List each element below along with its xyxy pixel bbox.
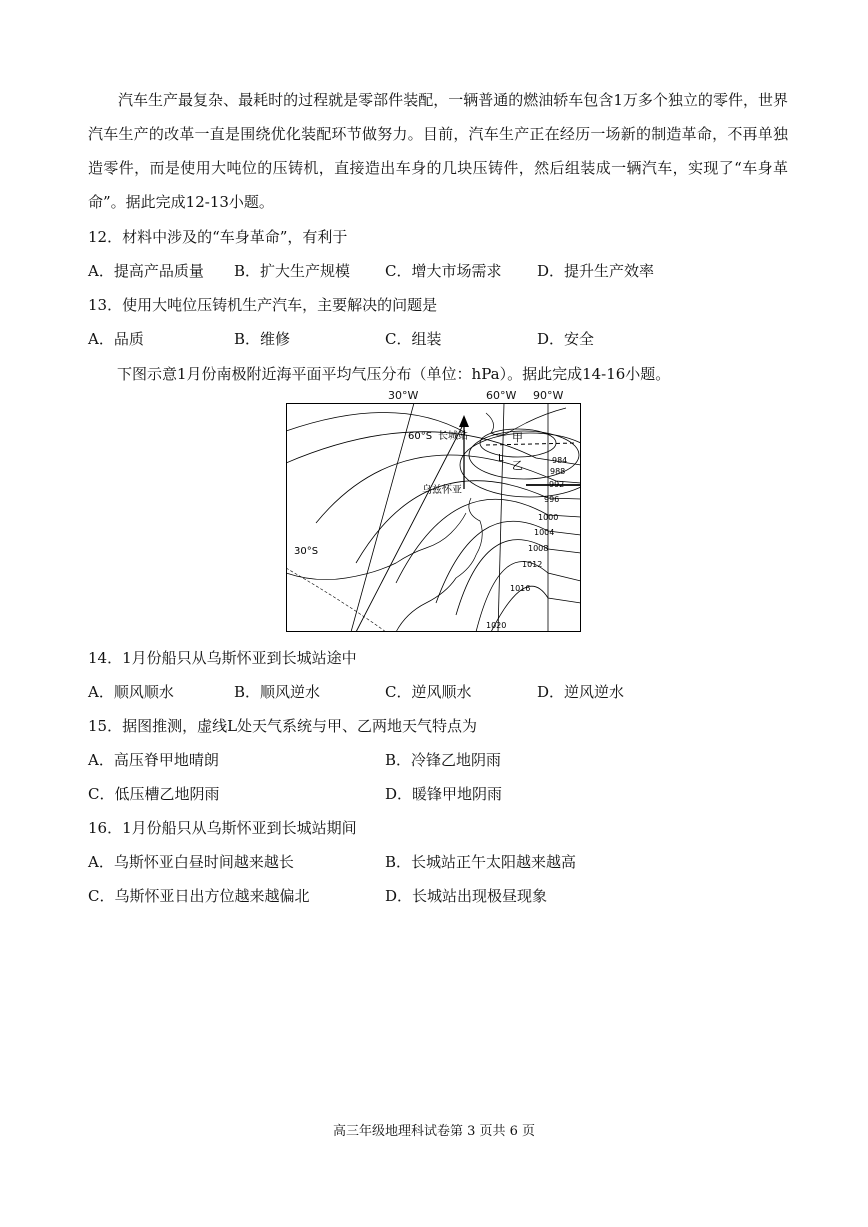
q14-option-b[interactable]: B．顺风逆水 xyxy=(234,683,321,701)
label-30w xyxy=(391,403,419,404)
page-footer: 高三年级地理科试卷第 3 页共 6 页 xyxy=(332,1124,536,1139)
question-15-stem: 15．据图推测，虚线L处天气系统与甲、乙两地天气特点为 xyxy=(88,717,478,735)
isobar-1004: 1004 xyxy=(534,528,555,537)
isobar-984: 984 xyxy=(552,456,568,465)
q13-option-a[interactable]: A．品质 xyxy=(88,330,144,348)
pressure-map xyxy=(286,403,581,632)
isobar-1008: 1008 xyxy=(528,544,549,553)
question-16-stem: 16．1月份船只从乌斯怀亚到长城站期间 xyxy=(88,819,357,837)
q13-option-d[interactable]: D．安全 xyxy=(537,330,595,348)
label-yi: 乙 xyxy=(512,459,523,472)
q14-option-d[interactable]: D．逆风逆水 xyxy=(537,683,625,701)
isobar-1012: 1012 xyxy=(522,560,543,569)
isobar-1000: 1000 xyxy=(538,513,559,522)
isobar-988: 988 xyxy=(550,467,566,476)
label-l: L xyxy=(498,453,504,464)
q15-option-d[interactable]: D．暖锋甲地阴雨 xyxy=(385,785,503,803)
question-14-stem: 14．1月份船只从乌斯怀亚到长城站途中 xyxy=(88,649,357,667)
question-12-stem: 12．材料中涉及的“车身革命”，有利于 xyxy=(88,228,348,246)
q16-option-d[interactable]: D．长城站出现极昼现象 xyxy=(385,887,548,905)
q14-option-a[interactable]: A．顺风顺水 xyxy=(88,683,174,701)
q13-option-c[interactable]: C．组装 xyxy=(385,330,442,348)
q12-option-b[interactable]: B．扩大生产规模 xyxy=(234,262,351,280)
label-30w-top: 30°W xyxy=(388,389,419,402)
q13-option-b[interactable]: B．维修 xyxy=(234,330,291,348)
q12-option-d[interactable]: D．提升生产效率 xyxy=(537,262,655,280)
label-ushuaia: 乌兹怀亚 xyxy=(422,485,462,496)
isobar-996: 996 xyxy=(544,495,560,504)
q15-option-a[interactable]: A．高压脊甲地晴朗 xyxy=(88,751,219,769)
label-90w-top: 90°W xyxy=(533,389,564,402)
isobar-992: 992 xyxy=(549,480,565,489)
q16-option-a[interactable]: A．乌斯怀亚白昼时间越来越长 xyxy=(88,853,294,871)
label-30s: 30°S xyxy=(294,546,319,557)
q12-option-a[interactable]: A．提高产品质量 xyxy=(88,262,204,280)
q14-option-c[interactable]: C．逆风顺水 xyxy=(385,683,472,701)
question-13-stem: 13．使用大吨位压铸机生产汽车，主要解决的问题是 xyxy=(88,296,438,314)
isobar-1016: 1016 xyxy=(510,584,531,593)
q12-option-c[interactable]: C．增大市场需求 xyxy=(385,262,502,280)
q16-option-b[interactable]: B．长城站正午太阳越来越高 xyxy=(385,853,577,871)
label-great-wall-station: 长城站 xyxy=(438,431,468,442)
isobar-1020: 1020 xyxy=(486,621,507,630)
label-60s: 60°S xyxy=(408,431,433,442)
intro-paragraph: 汽车生产最复杂、最耗时的过程就是零部件装配，一辆普通的燃油轿车包含1万多个独立的零件，世界汽车生产的改革一直是围绕优化装配环节做努力。目前，汽车生产正在经历一场新的制造革命，不再单独造零件，而是使用大吨位的压铸机，直接造出车身的几块压铸件，然后组装成一辆汽车，实现了“车身革命”。据此完成12-13小题。 xyxy=(88,91,788,211)
q15-option-b[interactable]: B．冷锋乙地阴雨 xyxy=(385,751,502,769)
label-60w-top: 60°W xyxy=(486,389,517,402)
q16-option-c[interactable]: C．乌斯怀亚日出方位越来越偏北 xyxy=(88,887,310,905)
q15-option-c[interactable]: C．低压槽乙地阴雨 xyxy=(88,785,220,803)
map-caption: 下图示意1月份南极附近海平面平均气压分布（单位：hPa）。据此完成14-16小题。 xyxy=(117,365,671,383)
label-jia: 甲 xyxy=(512,431,523,444)
